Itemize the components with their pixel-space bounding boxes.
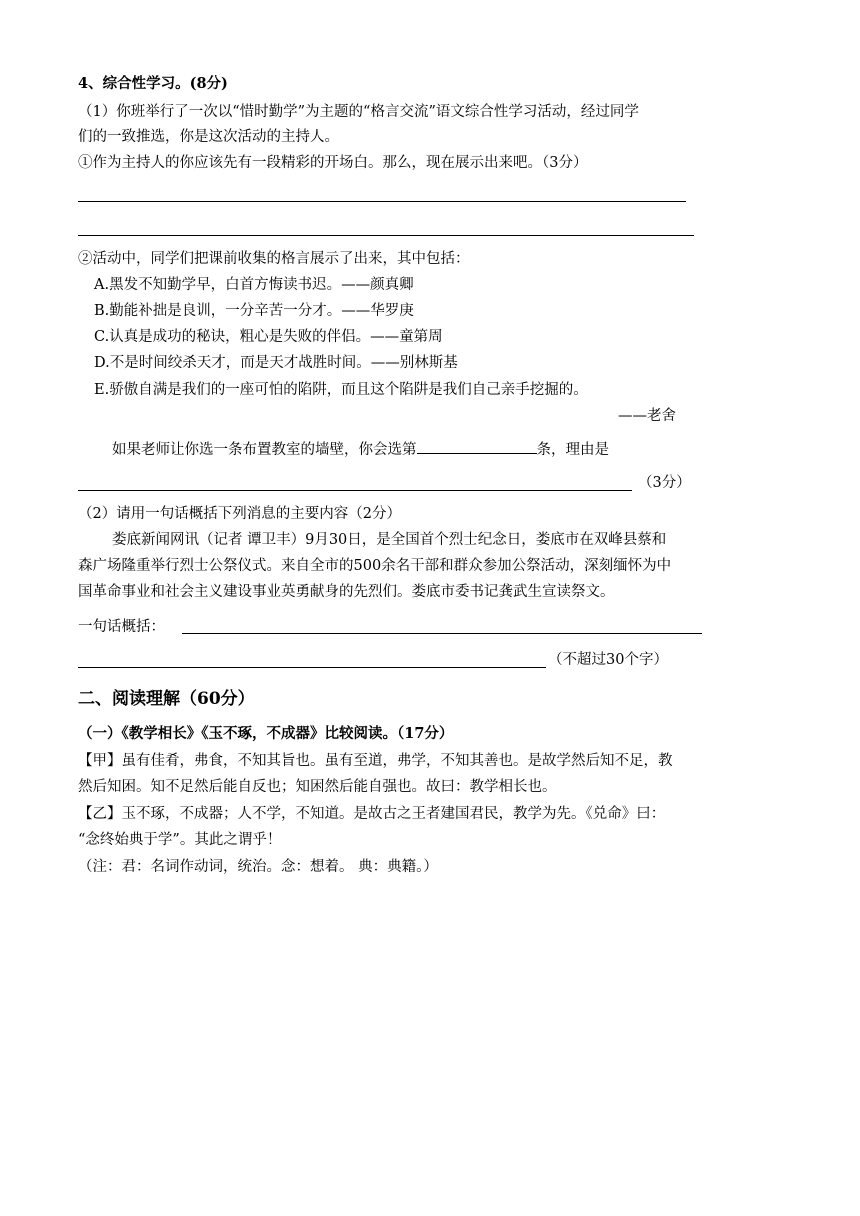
choice-prefix: 如果老师让你选一条布置教室的墙壁，你会选第 <box>112 442 417 458</box>
annotation-note: （注：君：名词作动词，统治。念：想着。 典：典籍。） <box>78 859 438 875</box>
part2-heading: 二、阅读理解（60分） <box>78 689 255 709</box>
summary-note: （不超过30个字） <box>548 652 668 668</box>
reason-answer-line[interactable] <box>78 490 632 491</box>
section1-title: （一）《教学相长》《玉不琢，不成器》比较阅读。（17分） <box>78 725 454 742</box>
choice-line <box>112 439 609 460</box>
q4-part1-line1: （1）你班举行了一次以“惜时勤学”为主题的“格言交流”语文综合性学习活动，经过同学 <box>78 104 639 120</box>
motto-a: A.黑发不知勤学早，白首方悔读书迟。——颜真卿 <box>94 277 414 293</box>
q4-part1-line2: 们的一致推选，你是这次活动的主持人。 <box>78 129 339 145</box>
motto-b: B.勤能补拙是良训，一分辛苦一分才。——华罗庚 <box>94 303 414 319</box>
answer-line-1[interactable] <box>78 201 686 202</box>
q4-sub1: ①作为主持人的你应该先有一段精彩的开场白。那么，现在展示出来吧。（3分） <box>78 155 588 171</box>
passage-yi-line-2: “念终始典于学”。其此之谓乎！ <box>78 832 282 848</box>
choice-suffix: 条，理由是 <box>536 442 609 458</box>
q4-sub2: ②活动中，同学们把课前收集的格言展示了出来，其中包括： <box>78 251 470 267</box>
news-line-1: 娄底新闻网讯（记者 谭卫丰）9月30日，是全国首个烈士纪念日，娄底市在双峰县蔡和 <box>112 532 667 548</box>
passage-yi-line-1: 【乙】玉不琢，不成器；人不学，不知道。是故古之王者建国君民，教学为先。《兑命》曰： <box>78 806 666 822</box>
answer-line-2[interactable] <box>78 235 694 236</box>
passage-jia-line-1: 【甲】虽有佳肴，弗食，不知其旨也。虽有至道，弗学，不知其善也。是故学然后知不足，教 <box>78 753 673 769</box>
summary-answer-line-2[interactable] <box>78 667 546 668</box>
passage-jia-line-2: 然后知困。知不足然后能自反也；知困然后能自强也。故曰：教学相长也。 <box>78 779 557 795</box>
summary-answer-line-1[interactable] <box>182 633 702 634</box>
question-4-title: 4、综合性学习。(8分) <box>78 75 228 92</box>
motto-d: D.不是时间绞杀天才，而是天才战胜时间。——别林斯基 <box>94 355 458 371</box>
choice-score: （3分） <box>638 475 691 491</box>
summary-label: 一句话概括： <box>78 619 165 635</box>
choice-blank[interactable] <box>417 439 537 454</box>
motto-c: C.认真是成功的秘诀，粗心是失败的伴侣。——童第周 <box>94 329 443 345</box>
q4-part2-title: （2）请用一句话概括下列消息的主要内容（2分） <box>78 506 401 522</box>
news-line-2: 森广场隆重举行烈士公祭仪式。来自全市的500余名干部和群众参加公祭活动，深刻缅怀为中 <box>78 558 672 574</box>
motto-e-author: ——老舍 <box>618 408 676 424</box>
news-line-3: 国革命事业和社会主义建设事业英勇献身的先烈们。娄底市委书记龚武生宣读祭文。 <box>78 584 615 600</box>
motto-e: E.骄傲自满是我们的一座可怕的陷阱，而且这个陷阱是我们自己亲手挖掘的。 <box>94 382 588 398</box>
